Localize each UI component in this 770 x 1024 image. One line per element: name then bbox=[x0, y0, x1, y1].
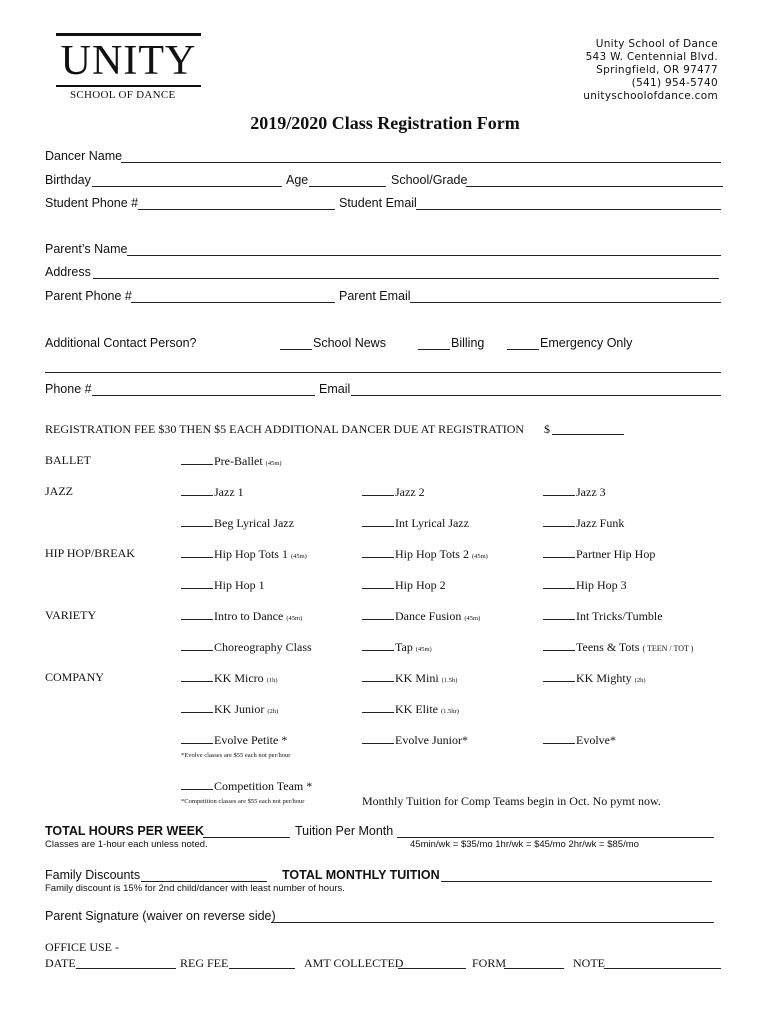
class-dance-fusion[interactable]: Dance Fusion (45m) bbox=[362, 608, 480, 624]
class-jazz-funk[interactable]: Jazz Funk bbox=[543, 515, 624, 531]
birthday-label: Birthday bbox=[45, 173, 91, 187]
office-note-field[interactable] bbox=[604, 968, 721, 969]
school-logo bbox=[56, 33, 201, 101]
address-line: (541) 954-5740 bbox=[631, 77, 718, 89]
billing-check[interactable] bbox=[418, 349, 450, 350]
address-label: Address bbox=[45, 265, 91, 279]
class-jazz-3[interactable]: Jazz 3 bbox=[543, 484, 606, 500]
page-title: 2019/2020 Class Registration Form bbox=[250, 113, 520, 133]
family-discounts-field[interactable] bbox=[141, 881, 267, 882]
address-line: Springfield, OR 97477 bbox=[596, 64, 718, 76]
class-choreography[interactable]: Choreography Class bbox=[181, 639, 312, 655]
fee-amount-field[interactable] bbox=[552, 434, 624, 435]
address-line: 543 W. Centennial Blvd. bbox=[585, 51, 718, 63]
school-news-check[interactable] bbox=[280, 349, 312, 350]
section-variety: VARIETY bbox=[45, 608, 97, 622]
office-note-label: NOTE bbox=[573, 956, 605, 970]
parent-phone-field[interactable] bbox=[131, 302, 335, 303]
class-hh-1[interactable]: Hip Hop 1 bbox=[181, 577, 265, 593]
school-grade-label: School/Grade bbox=[391, 173, 468, 187]
class-tap[interactable]: Tap (45m) bbox=[362, 639, 432, 655]
parent-email-label: Parent Email bbox=[339, 289, 411, 303]
total-hours-field[interactable] bbox=[203, 837, 290, 838]
student-email-label: Student Email bbox=[339, 196, 417, 210]
email-field[interactable] bbox=[351, 395, 721, 396]
evolve-note: *Evolve classes are $55 each not per/hour bbox=[181, 752, 291, 759]
office-form-label: FORM bbox=[472, 956, 507, 970]
address-field[interactable] bbox=[93, 278, 719, 279]
parent-phone-label: Parent Phone # bbox=[45, 289, 132, 303]
tuition-per-month-label: Tuition Per Month bbox=[295, 824, 394, 838]
office-date-label: DATE bbox=[45, 956, 76, 970]
total-monthly-field[interactable] bbox=[441, 881, 712, 882]
dancer-name-field[interactable] bbox=[121, 162, 721, 163]
competition-note: *Competition classes are $55 each not per/hour bbox=[181, 798, 305, 805]
office-form-field[interactable] bbox=[504, 968, 564, 969]
class-hh-2[interactable]: Hip Hop 2 bbox=[362, 577, 446, 593]
section-company: COMPANY bbox=[45, 670, 104, 684]
contact-name-field[interactable] bbox=[45, 372, 721, 373]
office-use-label: OFFICE USE - bbox=[45, 940, 120, 954]
family-note: Family discount is 15% for 2nd child/dancer with least number of hours. bbox=[45, 883, 345, 894]
student-phone-label: Student Phone # bbox=[45, 196, 139, 210]
classes-note: Classes are 1-hour each unless noted. bbox=[45, 839, 208, 850]
address-line: Unity School of Dance bbox=[595, 38, 718, 50]
class-competition-team[interactable]: Competition Team * bbox=[181, 778, 312, 794]
parents-name-label: Parent’s Name bbox=[45, 242, 128, 256]
family-discounts-label: Family Discounts bbox=[45, 868, 141, 882]
school-address bbox=[583, 38, 718, 103]
total-monthly-label: TOTAL MONTHLY TUITION bbox=[282, 868, 440, 882]
phone-label: Phone # bbox=[45, 382, 92, 396]
class-kk-junior[interactable]: KK Junior (2h) bbox=[181, 701, 278, 717]
signature-label: Parent Signature (waiver on reverse side) bbox=[45, 909, 276, 923]
class-partner-hh[interactable]: Partner Hip Hop bbox=[543, 546, 655, 562]
total-hours-label: TOTAL HOURS PER WEEK bbox=[45, 824, 205, 838]
address-line: unityschoolofdance.com bbox=[583, 90, 718, 102]
class-hh-3[interactable]: Hip Hop 3 bbox=[543, 577, 627, 593]
class-evolve[interactable]: Evolve* bbox=[543, 732, 616, 748]
class-kk-micro[interactable]: KK Micro (1h) bbox=[181, 670, 278, 686]
logo-subtitle: SCHOOL OF DANCE bbox=[70, 89, 176, 101]
rates-note: 45min/wk = $35/mo 1hr/wk = $45/mo 2hr/wk = $85/mo bbox=[410, 839, 639, 850]
fee-dollar-sign: $ bbox=[544, 422, 550, 436]
class-evolve-junior[interactable]: Evolve Junior* bbox=[362, 732, 468, 748]
class-hh-tots-1[interactable]: Hip Hop Tots 1 (45m) bbox=[181, 546, 307, 562]
class-int-tricks[interactable]: Int Tricks/Tumble bbox=[543, 608, 663, 624]
emergency-check[interactable] bbox=[507, 349, 539, 350]
office-amt-field[interactable] bbox=[398, 968, 466, 969]
registration-fee-label: REGISTRATION FEE $30 THEN $5 EACH ADDITIONAL DANCER DUE AT REGISTRATION bbox=[45, 422, 525, 436]
student-phone-field[interactable] bbox=[138, 209, 335, 210]
school-news-label: School News bbox=[313, 336, 386, 350]
age-field[interactable] bbox=[309, 186, 386, 187]
class-beg-lyrical[interactable]: Beg Lyrical Jazz bbox=[181, 515, 294, 531]
emergency-only-label: Emergency Only bbox=[540, 336, 633, 350]
class-hh-tots-2[interactable]: Hip Hop Tots 2 (45m) bbox=[362, 546, 488, 562]
tuition-per-month-field[interactable] bbox=[397, 837, 714, 838]
section-ballet: BALLET bbox=[45, 453, 91, 467]
class-evolve-petite[interactable]: Evolve Petite * bbox=[181, 732, 287, 748]
office-date-field[interactable] bbox=[76, 968, 176, 969]
logo-word: UNITY bbox=[60, 38, 197, 84]
class-jazz-1[interactable]: Jazz 1 bbox=[181, 484, 244, 500]
class-kk-elite[interactable]: KK Elite (1.5hr) bbox=[362, 701, 459, 717]
office-amt-label: AMT COLLECTED bbox=[304, 956, 404, 970]
parents-name-field[interactable] bbox=[127, 255, 721, 256]
email-label: Email bbox=[319, 382, 351, 396]
class-pre-ballet[interactable]: Pre-Ballet (45m) bbox=[181, 453, 282, 469]
class-int-lyrical[interactable]: Int Lyrical Jazz bbox=[362, 515, 469, 531]
birthday-field[interactable] bbox=[92, 186, 282, 187]
age-label: Age bbox=[286, 173, 309, 187]
logo-rule bbox=[56, 85, 201, 87]
class-teens-tots[interactable]: Teens & Tots ( TEEN / TOT ) bbox=[543, 639, 693, 655]
phone-field[interactable] bbox=[92, 395, 315, 396]
office-reg-fee-label: REG FEE bbox=[180, 956, 229, 970]
class-jazz-2[interactable]: Jazz 2 bbox=[362, 484, 425, 500]
parent-email-field[interactable] bbox=[410, 302, 721, 303]
additional-contact-label: Additional Contact Person? bbox=[45, 336, 197, 350]
student-email-field[interactable] bbox=[416, 209, 721, 210]
office-reg-fee-field[interactable] bbox=[229, 968, 295, 969]
section-jazz: JAZZ bbox=[45, 484, 73, 498]
class-intro-dance[interactable]: Intro to Dance (45m) bbox=[181, 608, 302, 624]
dancer-name-label: Dancer Name bbox=[45, 149, 123, 163]
monthly-comp-note: Monthly Tuition for Comp Teams begin in Oct. No pymt now. bbox=[362, 794, 661, 808]
logo-rule bbox=[56, 33, 201, 36]
class-kk-mini[interactable]: KK Mini (1.5h) bbox=[362, 670, 457, 686]
signature-field[interactable] bbox=[271, 922, 714, 923]
section-hiphop: HIP HOP/BREAK bbox=[45, 546, 135, 560]
school-grade-field[interactable] bbox=[466, 186, 723, 187]
class-kk-mighty[interactable]: KK Mighty (2h) bbox=[543, 670, 646, 686]
billing-label: Billing bbox=[451, 336, 485, 350]
